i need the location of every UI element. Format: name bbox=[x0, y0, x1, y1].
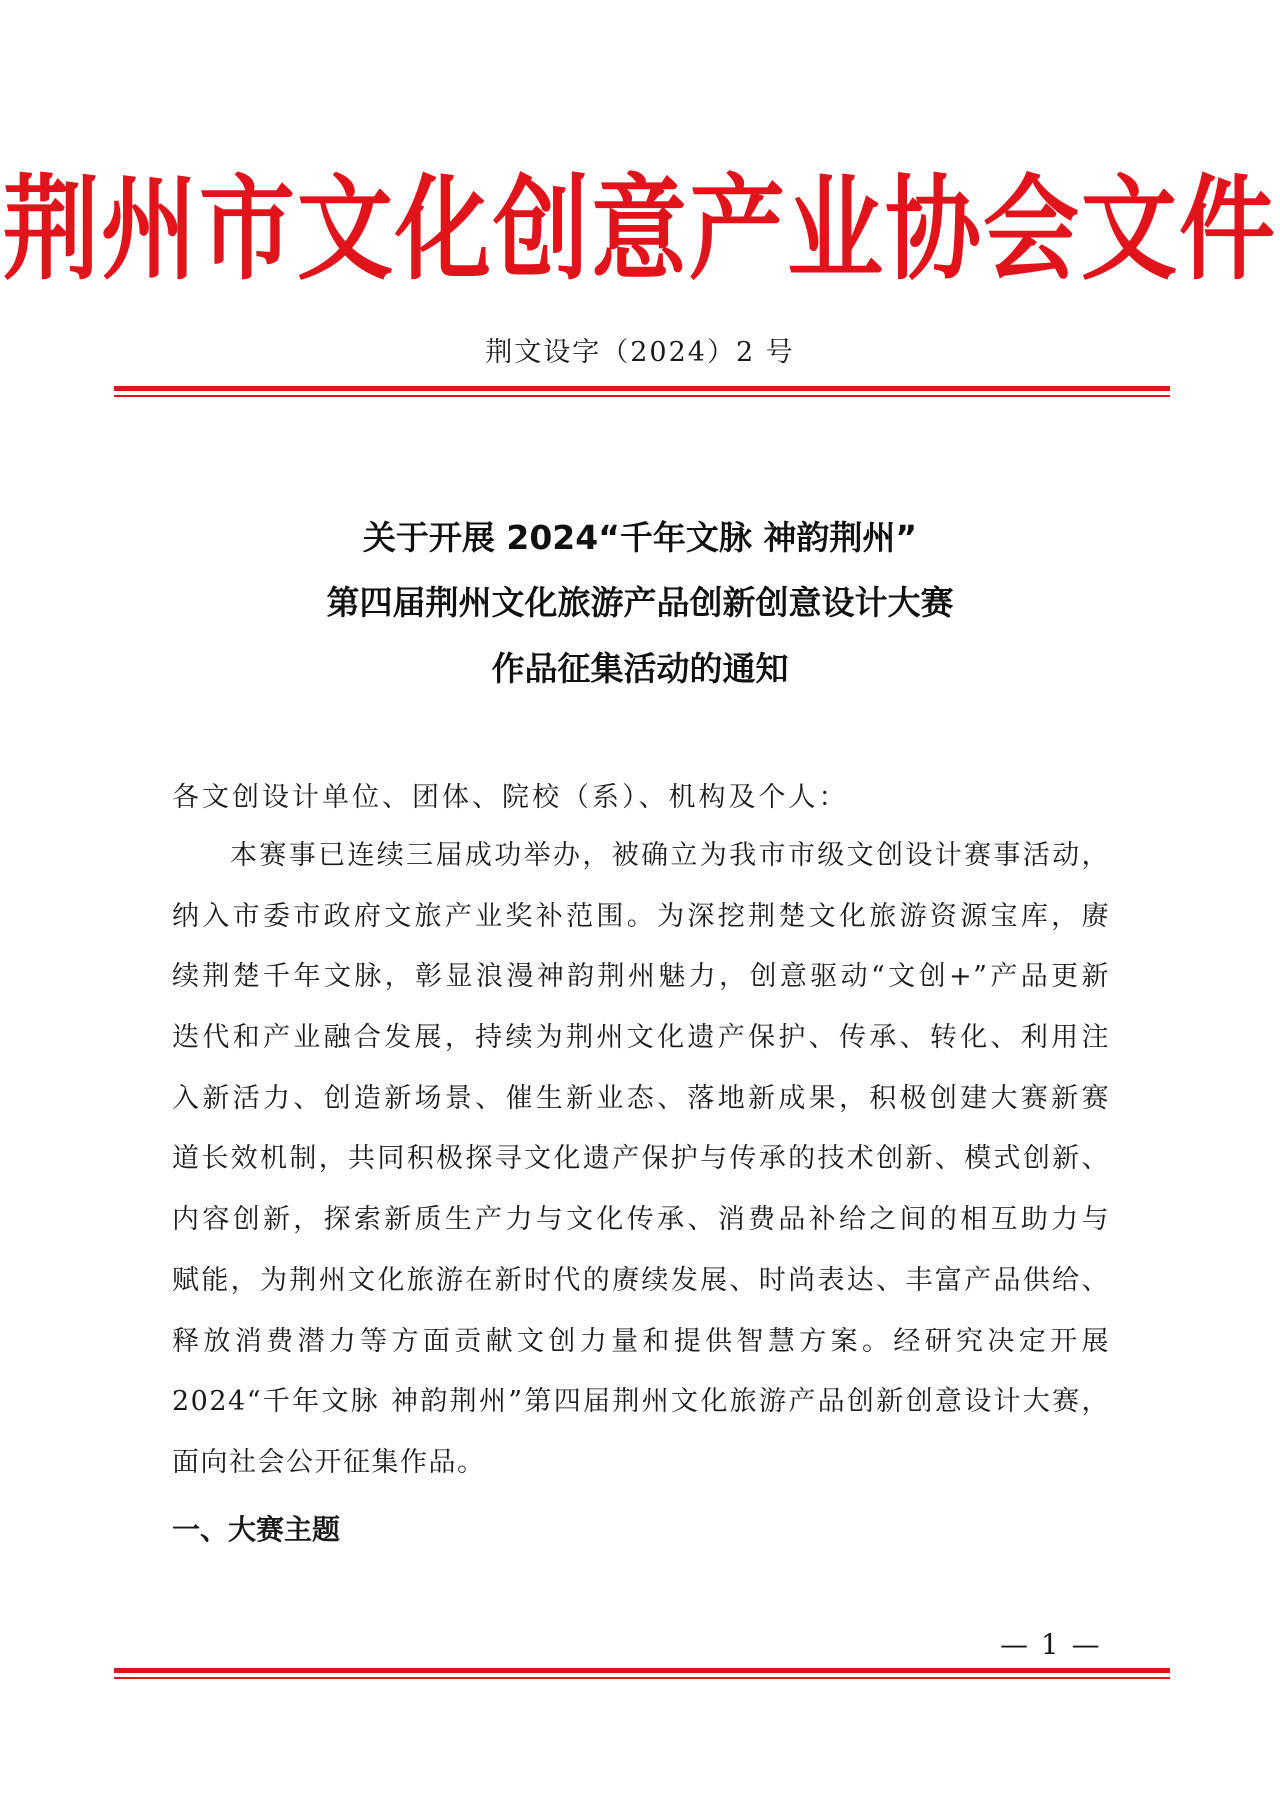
body-line: 入新活力、创造新场景、催生新业态、落地新成果，积极创建大赛新赛 bbox=[172, 1082, 1110, 1114]
body-line: 本赛事已连续三届成功举办，被确立为我市市级文创设计赛事活动， bbox=[230, 840, 1110, 871]
body-line: 内容创新，探索新质生产力与文化传承、消费品补给之间的相互助力与 bbox=[172, 1204, 1110, 1236]
body-line: 续荆楚千年文脉，彰显浪漫神韵荆州魅力，创意驱动“文创+”产品更新 bbox=[172, 961, 1110, 993]
body-line: 道长效机制，共同积极探寻文化遗产保护与传承的技术创新、模式创新、 bbox=[172, 1143, 1110, 1175]
body-paragraph bbox=[172, 826, 1110, 1494]
footer-divider-thick bbox=[114, 1668, 1170, 1673]
body-line: 2024“千年文脉 神韵荆州”第四届荆州文化旅游产品创新创意设计大赛， bbox=[172, 1386, 1110, 1418]
body-line: 迭代和产业融合发展，持续为荆州文化遗产保护、传承、转化、利用注 bbox=[172, 1022, 1110, 1054]
header-divider-thick bbox=[114, 386, 1170, 391]
body-line: 纳入市委市政府文旅产业奖补范围。为深挖荆楚文化旅游资源宝库，赓 bbox=[172, 900, 1110, 932]
body-line: 面向社会公开征集作品。 bbox=[172, 1446, 486, 1478]
salutation: 各文创设计单位、团体、院校（系）、机构及个人： bbox=[172, 782, 849, 813]
notice-title-line-3: 作品征集活动的通知 bbox=[491, 649, 789, 688]
header-divider-thin bbox=[114, 395, 1170, 397]
body-line: 释放消费潜力等方面贡献文创力量和提供智慧方案。经研究决定开展 bbox=[172, 1325, 1110, 1357]
footer-divider-thin bbox=[114, 1677, 1170, 1679]
section-heading: 一、大赛主题 bbox=[172, 1513, 341, 1546]
notice-title-line-1: 关于开展 2024“千年文脉 神韵荆州” bbox=[362, 518, 918, 557]
page-number: — 1 — bbox=[1000, 1628, 1102, 1661]
document-number: 荆文设字（2024）2 号 bbox=[485, 337, 795, 368]
masthead-title: 荆州市文化创意产业协会文件 bbox=[3, 161, 1277, 295]
notice-title-line-2: 第四届荆州文化旅游产品创新创意设计大赛 bbox=[326, 583, 954, 622]
body-line: 赋能，为荆州文化旅游在新时代的赓续发展、时尚表达、丰富产品供给、 bbox=[172, 1264, 1110, 1296]
